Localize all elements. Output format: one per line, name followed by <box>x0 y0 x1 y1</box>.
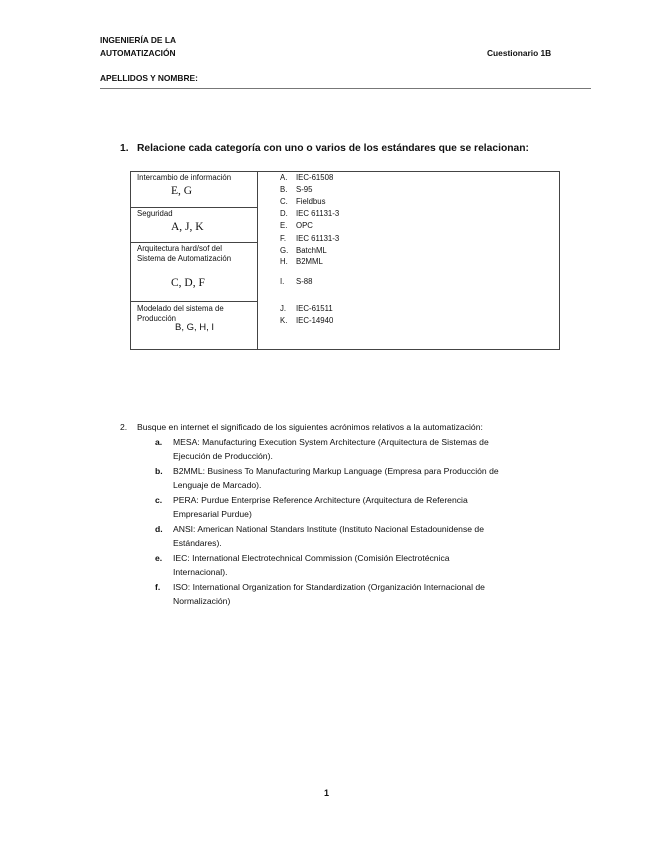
acronym-line1: MESA: Manufacturing Execution System Architecture (Arquitectura de Sistemas de <box>173 437 489 447</box>
acronym-line2: Internacional). <box>173 567 228 578</box>
acronym-letter: c. <box>155 495 163 505</box>
standard-item <box>280 209 339 219</box>
standard-key: J. <box>280 304 287 313</box>
acronym-item <box>155 493 565 523</box>
standard-value: OPC <box>296 221 313 230</box>
acronym-item <box>155 435 565 465</box>
acronym-letter: d. <box>155 524 163 534</box>
question2-number: 2. <box>120 422 128 432</box>
standard-item <box>280 257 323 267</box>
standard-value: IEC-14940 <box>296 316 334 325</box>
standard-key: C. <box>280 197 288 206</box>
acronym-line2: Lenguaje de Marcado). <box>173 480 262 491</box>
institution-line1: INGENIERÍA DE LA <box>100 35 177 45</box>
acronym-line2: Empresarial Purdue) <box>173 509 252 520</box>
standard-key: H. <box>280 257 288 266</box>
acronym-text <box>173 580 553 609</box>
category-cell <box>131 172 258 208</box>
category-cell <box>131 243 258 302</box>
acronym-line1: ISO: International Organization for Standardization (Organización Internacional de <box>173 582 485 592</box>
standard-value: S-95 <box>296 185 313 194</box>
acronym-text <box>173 464 553 493</box>
standard-value: IEC-61511 <box>296 304 333 313</box>
question1-text: Relacione cada categoría con uno o varios de los estándares que se relacionan: <box>137 143 529 154</box>
standard-key: I. <box>280 277 285 286</box>
category-label <box>137 304 224 324</box>
standard-item <box>280 197 325 207</box>
category-answer: B, G, H, I <box>175 322 215 333</box>
standard-value: Fieldbus <box>296 197 326 206</box>
standard-key: G. <box>280 246 289 255</box>
acronym-text <box>173 493 553 522</box>
standard-value: IEC-61508 <box>296 173 334 182</box>
institution-name <box>100 34 176 60</box>
standards-cell <box>258 172 560 350</box>
institution-line2: AUTOMATIZACIÓN <box>100 48 176 58</box>
page-number: 1 <box>324 788 330 798</box>
category-label-line2: Producción <box>137 314 177 323</box>
standard-item <box>280 304 333 314</box>
standard-value: B2MML <box>296 257 323 266</box>
category-cell <box>131 208 258 243</box>
acronym-item <box>155 464 565 494</box>
category-label <box>137 244 231 264</box>
acronym-letter: e. <box>155 553 163 563</box>
category-answer: E, G <box>171 185 193 197</box>
standard-key: B. <box>280 185 288 194</box>
standard-value: IEC 61131-3 <box>296 209 340 218</box>
acronym-item <box>155 551 565 581</box>
category-label: Seguridad <box>137 209 173 218</box>
category-label-line1: Arquitectura hard/sof del <box>137 244 222 253</box>
acronym-line2: Ejecución de Producción). <box>173 451 273 462</box>
acronym-text <box>173 522 553 551</box>
standard-value: IEC 61131-3 <box>296 234 340 243</box>
acronym-line2: Normalización) <box>173 596 231 607</box>
acronym-line1: ANSI: American National Standars Institute (Instituto Nacional Estadounidense de <box>173 524 484 534</box>
acronym-letter: b. <box>155 466 163 476</box>
standard-key: F. <box>280 234 287 243</box>
acronym-line2: Estándares). <box>173 538 222 549</box>
standard-key: D. <box>280 209 288 218</box>
category-cell <box>131 302 258 350</box>
category-label-line1: Modelado del sistema de <box>137 304 224 313</box>
standard-item <box>280 234 339 244</box>
acronym-text <box>173 435 553 464</box>
name-label: APELLIDOS Y NOMBRE: <box>100 73 198 83</box>
question2-text: Busque en internet el significado de los siguientes acrónimos relativos a la automatización: <box>137 422 483 432</box>
acronym-text <box>173 551 553 580</box>
acronym-line1: IEC: International Electrotechnical Commission (Comisión Electrotécnica <box>173 553 450 563</box>
category-label: Intercambio de información <box>137 173 232 182</box>
standard-item <box>280 185 312 195</box>
standard-value: S-88 <box>296 277 313 286</box>
category-answer: C, D, F <box>171 277 205 289</box>
category-label-line2: Sistema de Automatización <box>137 254 232 263</box>
header-rule <box>100 88 591 89</box>
standard-key: A. <box>280 173 288 182</box>
standard-key: E. <box>280 221 288 230</box>
acronym-line1: B2MML: Business To Manufacturing Markup Language (Empresa para Producción de <box>173 466 499 476</box>
acronym-letter: f. <box>155 582 161 592</box>
standard-item <box>280 277 312 287</box>
standard-item <box>280 316 333 326</box>
acronym-line1: PERA: Purdue Enterprise Reference Architecture (Arquitectura de Referencia <box>173 495 468 505</box>
acronym-letter: a. <box>155 437 163 447</box>
standard-item <box>280 173 333 183</box>
standard-value: BatchML <box>296 246 327 255</box>
standard-item <box>280 221 313 231</box>
acronym-item <box>155 580 565 610</box>
standard-key: K. <box>280 316 288 325</box>
standard-item <box>280 246 327 256</box>
category-answer: A, J, K <box>171 221 204 233</box>
question1-number: 1. <box>120 143 129 154</box>
doc-title: Cuestionario 1B <box>487 48 552 58</box>
category-table <box>130 171 560 350</box>
acronym-item <box>155 522 565 552</box>
